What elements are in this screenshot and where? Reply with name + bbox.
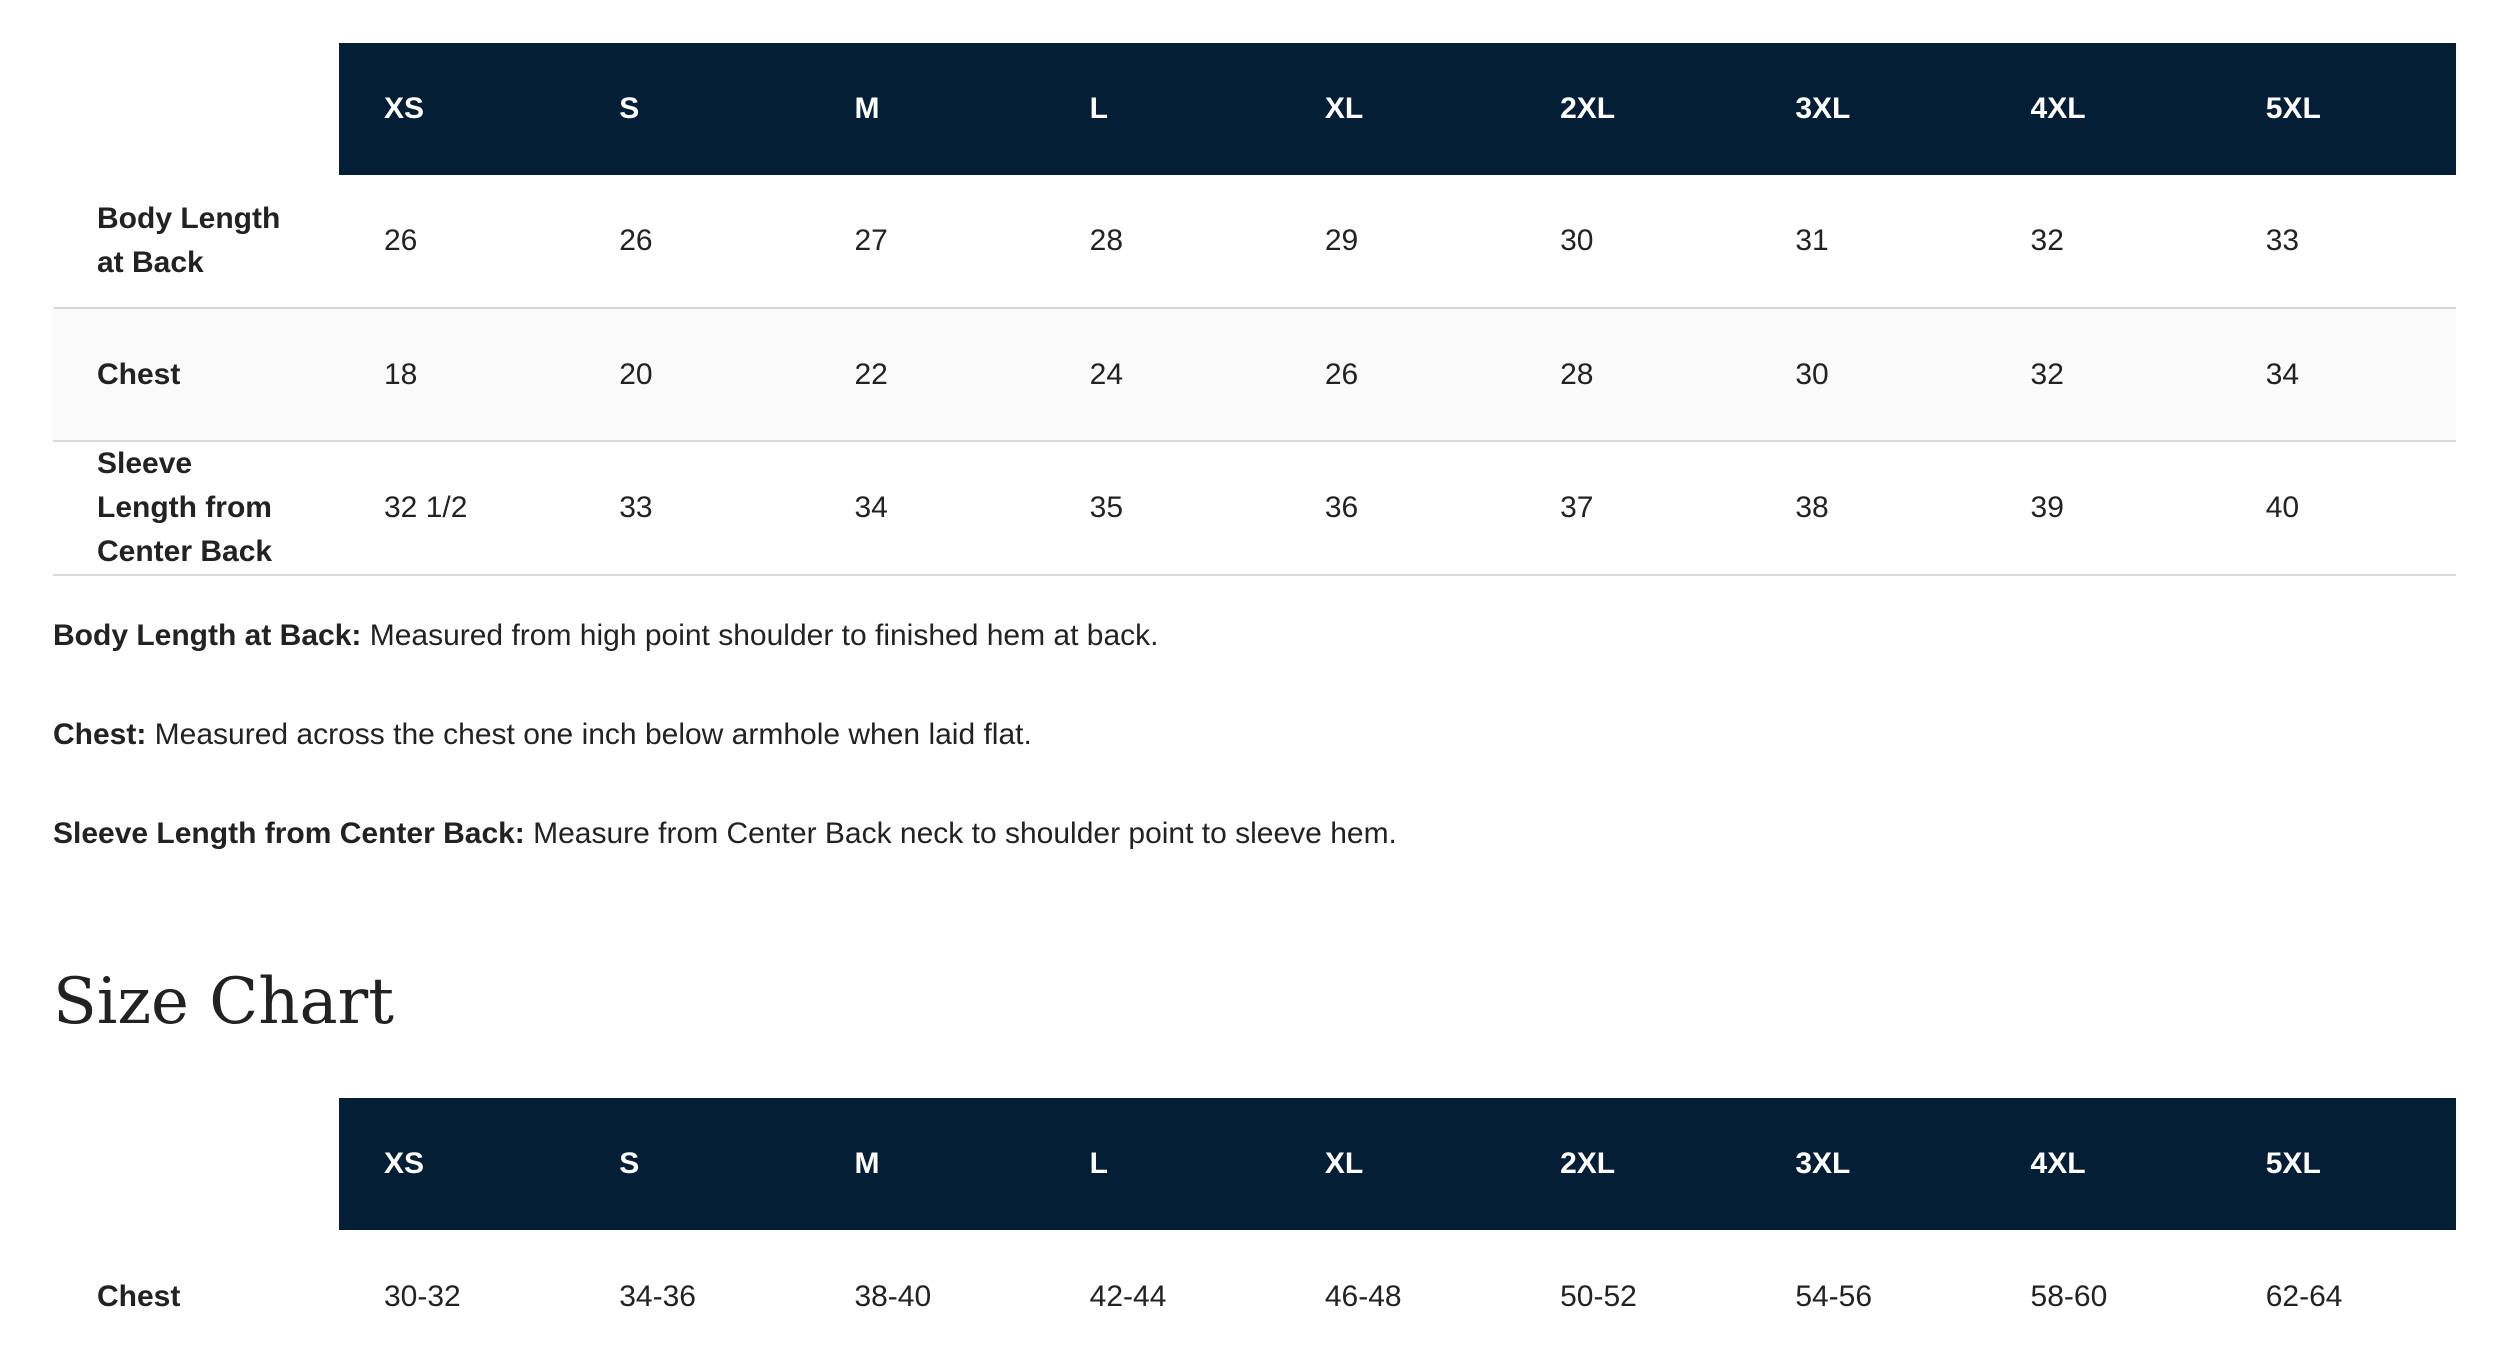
section-title: Size Chart (53, 965, 394, 1039)
row-label-line: Center Back (97, 535, 273, 568)
note-text: Measure from Center Back neck to shoulder point to sleeve hem. (524, 817, 1397, 850)
measurement-notes (53, 616, 2456, 854)
table-cell: 32 (2030, 224, 2064, 257)
table-cell: 20 (619, 357, 653, 391)
size-header-row (53, 1098, 2456, 1230)
table-cell: 46-48 (1324, 1280, 1402, 1313)
row-label-line: Body Length (97, 202, 281, 235)
size-chart-section (53, 1098, 2456, 1364)
table-cell: 38-40 (854, 1280, 932, 1313)
row-label-line: Length from (97, 491, 272, 524)
table-cell: 18 (384, 357, 418, 391)
table-cell: 30 (1795, 357, 1829, 391)
size-header-2xl: 2XL (1515, 43, 1750, 175)
size-header-3xl: 3XL (1750, 43, 1985, 175)
measurement-table-section (53, 43, 2456, 913)
size-header-s: S (574, 1098, 809, 1230)
row-label-sleeve-length (53, 441, 339, 575)
size-header-l: L (1045, 1098, 1280, 1230)
table-cell: 26 (384, 224, 418, 257)
table-cell: 62-64 (2265, 1280, 2343, 1313)
row-label-line: Sleeve (97, 447, 193, 480)
size-header-5xl: 5XL (2221, 1098, 2456, 1230)
table-cell: 33 (619, 491, 653, 524)
table-cell: 58-60 (2030, 1280, 2108, 1313)
table-cell: 37 (1560, 491, 1594, 524)
size-header-3xl: 3XL (1750, 1098, 1985, 1230)
table-cell: 32 (2030, 357, 2064, 391)
size-header-xs: XS (339, 1098, 574, 1230)
table-cell: 36 (1324, 491, 1359, 524)
size-chart-table (53, 1098, 2456, 1364)
table-cell: 54-56 (1795, 1280, 1873, 1313)
table-cell: 34-36 (619, 1280, 696, 1313)
size-header-row (53, 43, 2456, 175)
row-label-body-length (53, 175, 339, 308)
table-cell: 24 (1089, 357, 1124, 391)
table-cell: 29 (1324, 224, 1359, 257)
table-cell: 31 (1795, 224, 1829, 257)
size-header-xs: XS (339, 43, 574, 175)
table-cell: 27 (854, 224, 888, 257)
table-cell: 34 (2265, 357, 2300, 391)
table-cell: 38 (1795, 491, 1829, 524)
size-header-xl: XL (1280, 43, 1515, 175)
note-chest (53, 715, 2456, 755)
size-header-4xl: 4XL (1986, 1098, 2221, 1230)
table-row-chest (53, 308, 2456, 441)
note-term: Body Length at Back: (53, 619, 362, 652)
table-cell: 28 (1089, 224, 1124, 257)
table-cell: 42-44 (1089, 1280, 1167, 1313)
note-text: Measured from high point shoulder to finished hem at back. (361, 619, 1159, 652)
table-cell: 30-32 (384, 1280, 461, 1313)
table-cell: 32 1/2 (384, 491, 468, 524)
size-header-xl: XL (1280, 1098, 1515, 1230)
size-header-m: M (809, 1098, 1044, 1230)
note-body-length (53, 616, 2456, 656)
note-sleeve-length (53, 814, 2456, 854)
note-text: Measured across the chest one inch below armhole when laid flat. (146, 718, 1032, 751)
table-cell: 50-52 (1560, 1280, 1637, 1313)
table-cell: 28 (1560, 357, 1594, 391)
size-header-s: S (574, 43, 809, 175)
table-cell: 26 (1324, 357, 1359, 391)
table-cell: 34 (854, 491, 888, 524)
size-header-5xl: 5XL (2221, 43, 2456, 175)
measurement-table (53, 43, 2456, 576)
table-cell: 35 (1089, 491, 1124, 524)
table-row-sleeve-length (53, 441, 2456, 575)
table-cell: 22 (854, 357, 888, 391)
size-header-l: L (1045, 43, 1280, 175)
table-row-chest (53, 1230, 2456, 1364)
note-term: Sleeve Length from Center Back: (53, 817, 525, 850)
row-label-chest: Chest (97, 357, 181, 391)
table-cell: 26 (619, 224, 653, 257)
table-cell: 30 (1560, 224, 1594, 257)
table-row-body-length (53, 175, 2456, 308)
table-cell: 33 (2265, 224, 2300, 257)
table-cell: 39 (2030, 491, 2064, 524)
note-term: Chest: (53, 718, 147, 751)
size-header-m: M (809, 43, 1044, 175)
header-corner (53, 43, 339, 175)
row-label-line: at Back (97, 246, 204, 279)
row-label-chest: Chest (97, 1280, 181, 1313)
table-cell: 40 (2265, 491, 2300, 524)
size-header-4xl: 4XL (1986, 43, 2221, 175)
size-header-2xl: 2XL (1515, 1098, 1750, 1230)
header-corner (53, 1098, 339, 1230)
